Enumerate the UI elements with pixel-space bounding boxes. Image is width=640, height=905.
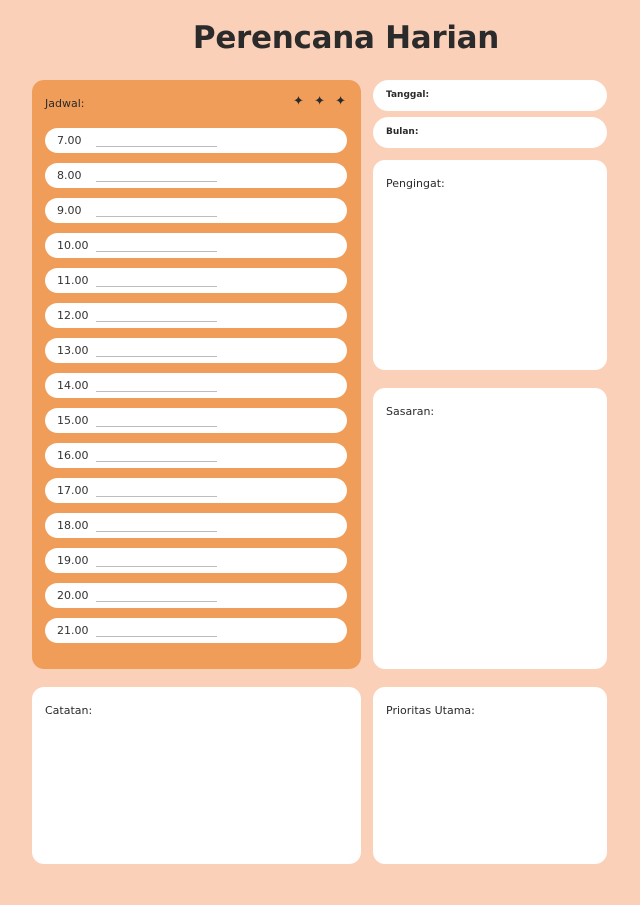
page-title: Perencana Harian [192,20,500,56]
slot-time: 12.00 [57,309,89,322]
slot-time: 10.00 [57,239,89,252]
slot-time: 19.00 [57,554,89,567]
schedule-slot[interactable] [45,233,347,258]
slot-time: 11.00 [57,274,89,287]
slot-time: 7.00 [57,134,82,147]
slot-time: 16.00 [57,449,89,462]
schedule-slot[interactable] [45,478,347,503]
slot-writing-line [96,531,217,532]
schedule-slot[interactable] [45,338,347,363]
schedule-label: Jadwal: [45,97,85,110]
month-field[interactable] [373,117,607,148]
schedule-slot[interactable] [45,443,347,468]
notes-label: Catatan: [45,704,93,717]
slot-writing-line [96,391,217,392]
slot-writing-line [96,426,217,427]
slot-writing-line [96,601,217,602]
schedule-slot[interactable] [45,408,347,433]
schedule-slot[interactable] [45,198,347,223]
slot-time: 15.00 [57,414,89,427]
schedule-slot[interactable] [45,303,347,328]
slot-time: 17.00 [57,484,89,497]
date-label: Tanggal: [386,90,430,100]
slot-writing-line [96,251,217,252]
slot-writing-line [96,461,217,462]
slot-writing-line [96,286,217,287]
schedule-panel [32,80,361,669]
slot-writing-line [96,321,217,322]
goals-box[interactable] [373,388,607,669]
reminder-label: Pengingat: [386,177,445,190]
slot-writing-line [96,356,217,357]
slot-writing-line [96,146,217,147]
slot-writing-line [96,216,217,217]
slot-writing-line [96,636,217,637]
slot-time: 8.00 [57,169,82,182]
slot-writing-line [96,566,217,567]
sparkle-icon: ✦ ✦ ✦ [293,94,349,109]
slot-writing-line [96,496,217,497]
slot-time: 14.00 [57,379,89,392]
month-label: Bulan: [386,127,419,137]
slot-time: 18.00 [57,519,89,532]
slot-writing-line [96,181,217,182]
schedule-slot[interactable] [45,618,347,643]
notes-box[interactable] [32,687,361,864]
priority-box[interactable] [373,687,607,864]
schedule-slot[interactable] [45,128,347,153]
schedule-slots [45,128,347,653]
schedule-slot[interactable] [45,583,347,608]
priority-label: Prioritas Utama: [386,704,475,717]
slot-time: 9.00 [57,204,82,217]
reminder-box[interactable] [373,160,607,370]
schedule-slot[interactable] [45,513,347,538]
slot-time: 13.00 [57,344,89,357]
goals-label: Sasaran: [386,405,435,418]
schedule-slot[interactable] [45,163,347,188]
schedule-slot[interactable] [45,268,347,293]
slot-time: 21.00 [57,624,89,637]
schedule-slot[interactable] [45,373,347,398]
schedule-slot[interactable] [45,548,347,573]
date-field[interactable] [373,80,607,111]
slot-time: 20.00 [57,589,89,602]
